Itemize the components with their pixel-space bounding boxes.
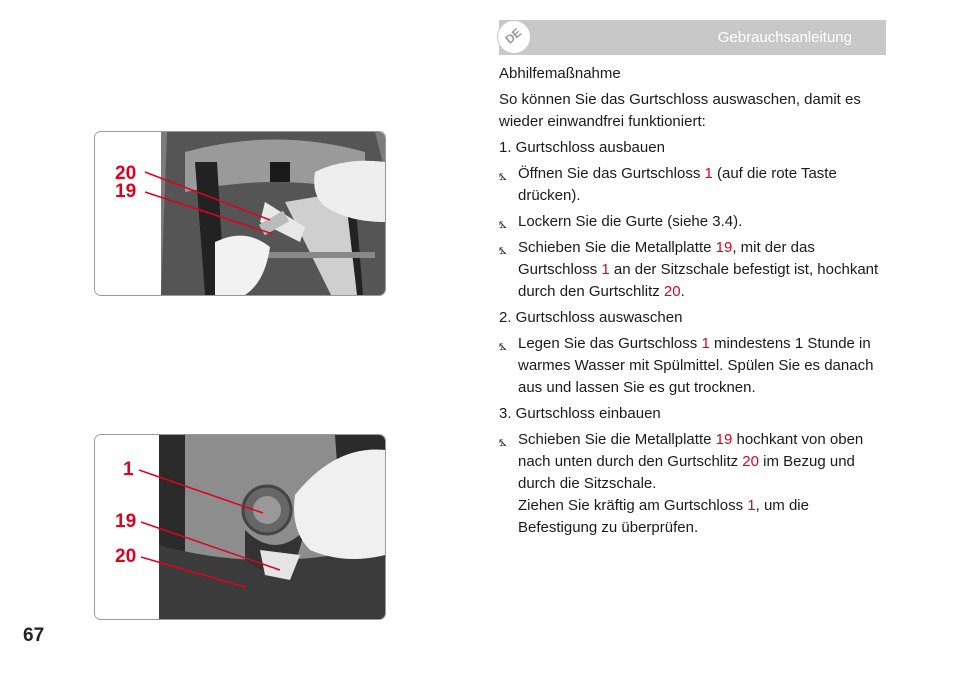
text: , mit der das Gurtschloss [518, 239, 815, 278]
leader-lines-photo2 [95, 435, 385, 619]
instructions-column [499, 63, 889, 543]
text: im Bezug und durch die Sitzschale. [518, 453, 855, 492]
step-1-bullet-3 [499, 237, 889, 303]
text: , um die Befestigung zu überprüfen. [518, 497, 809, 536]
step-1-bullet-2 [499, 211, 889, 233]
text: hochkant von oben nach unten durch den Gurtschlitz [518, 431, 864, 470]
text: (auf die rote Taste drücken). [518, 165, 837, 204]
callout-19: 19 [115, 511, 137, 532]
arrow-icon: ⦩ [499, 241, 507, 257]
ref-number: 1 [747, 497, 756, 514]
photo-remove-buckle [94, 131, 386, 296]
arrow-icon: ⦩ [499, 167, 507, 183]
intro-paragraph: So können Sie das Gurtschloss auswaschen, damit es wieder einwandfrei funktioniert: [499, 91, 861, 130]
photo-insert-buckle [94, 434, 386, 620]
text: Legen Sie das Gurtschloss [518, 335, 702, 352]
ref-number: 20 [742, 453, 759, 470]
text: Schieben Sie die Metallplatte [518, 431, 716, 448]
language-code: DE [502, 25, 525, 47]
section-heading: Abhilfemaßnahme [499, 65, 621, 82]
callout-20: 20 [115, 546, 137, 567]
step-2-bullet-1 [499, 333, 889, 399]
text: . [680, 283, 685, 300]
ref-number: 19 [715, 431, 733, 448]
text: Schieben Sie die Metallplatte [518, 239, 716, 256]
text: Lockern Sie die Gurte (siehe 3.4). [518, 213, 743, 230]
step-3-bullet-1 [499, 429, 889, 539]
ref-number: 1 [704, 165, 713, 182]
language-badge [497, 20, 531, 54]
callout-1: 1 [123, 459, 134, 480]
callout-19: 19 [115, 181, 137, 202]
header-title: Gebrauchsanleitung [717, 29, 852, 46]
text: an der Sitzschale befestigt ist, hochkant durch den Gurtschlitz [518, 261, 879, 300]
arrow-icon: ⦩ [499, 337, 507, 353]
ref-number: 20 [663, 283, 681, 300]
step-1-title: 1. Gurtschloss ausbauen [499, 139, 665, 156]
leader-lines-photo1 [95, 132, 385, 295]
arrow-icon: ⦩ [499, 433, 507, 449]
page-number: 67 [23, 625, 45, 646]
header-bar [499, 20, 886, 55]
step-1-bullet-1 [499, 163, 889, 207]
callout-20: 20 [115, 163, 137, 184]
step-2-title: 2. Gurtschloss auswaschen [499, 309, 683, 326]
step-3-title: 3. Gurtschloss einbauen [499, 405, 661, 422]
text: Ziehen Sie kräftig am Gurtschloss [518, 497, 748, 514]
ref-number: 19 [715, 239, 733, 256]
text: Öffnen Sie das Gurtschloss [518, 165, 705, 182]
arrow-icon: ⦩ [499, 215, 507, 231]
text: mindestens 1 Stunde in warmes Wasser mit Spülmittel. Spülen Sie es danach aus und lassen Sie es gut trocknen. [518, 335, 874, 396]
ref-number: 1 [701, 335, 710, 352]
ref-number: 1 [601, 261, 610, 278]
